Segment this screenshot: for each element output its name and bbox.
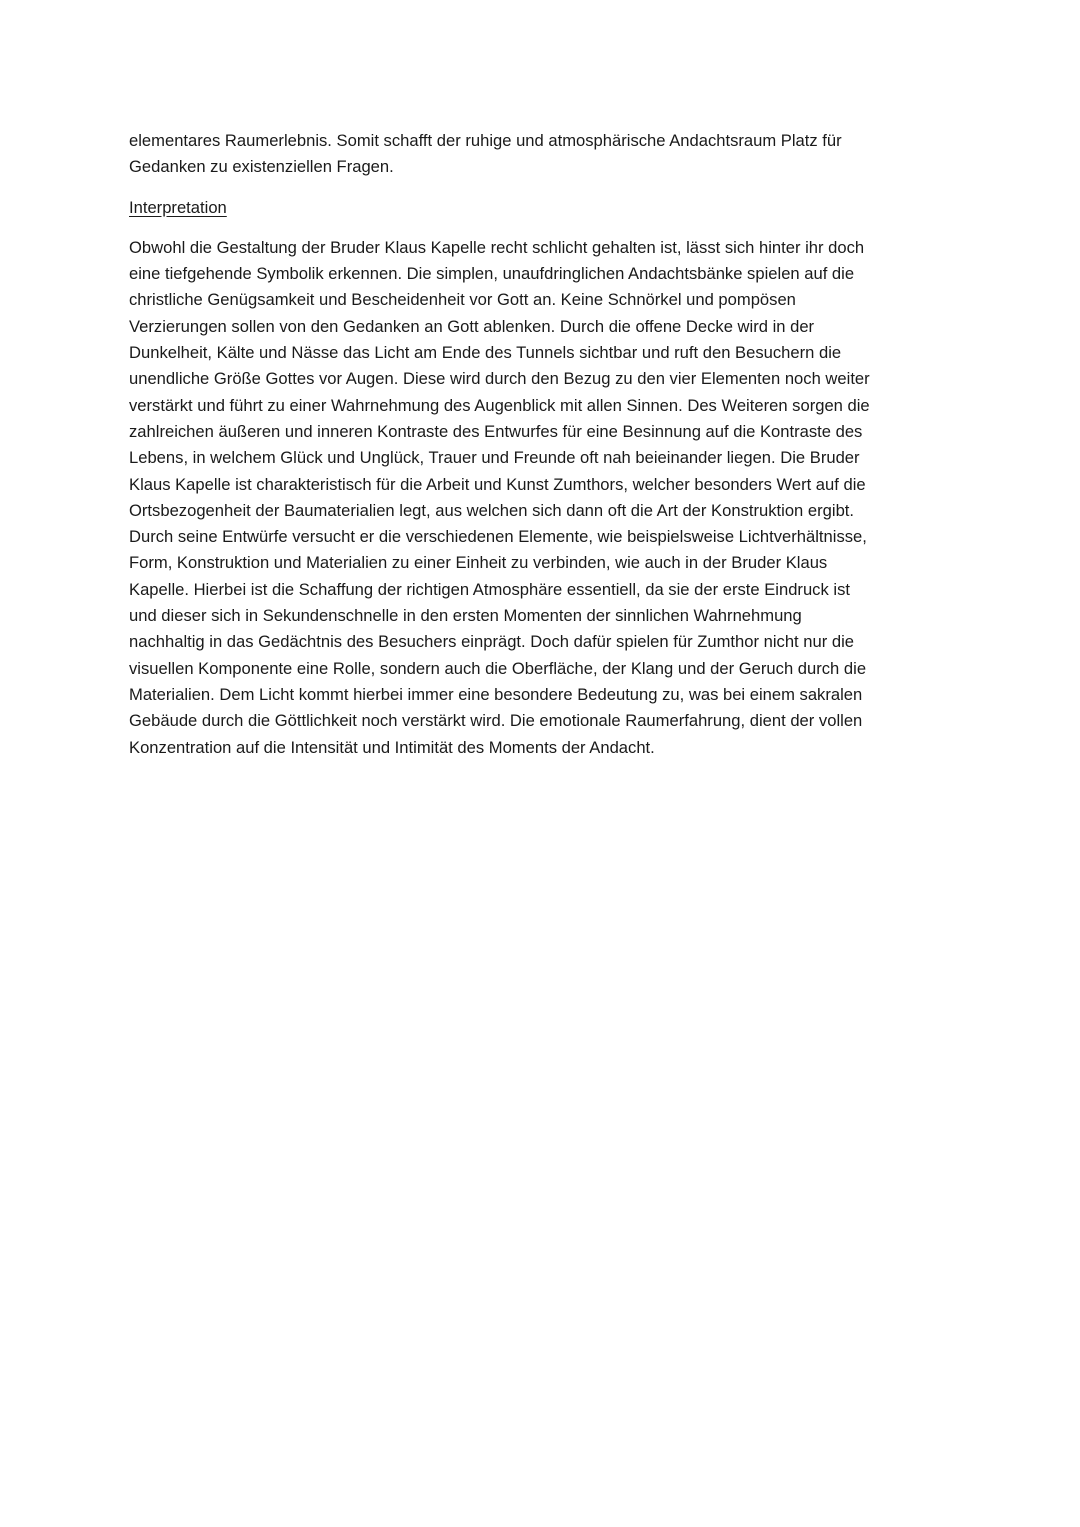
paragraph-line: visuellen Komponente eine Rolle, sondern auch die Oberfläche, der Klang und der Geruch durch die [129, 658, 867, 678]
paragraph-line: Kapelle. Hierbei ist die Schaffung der richtigen Atmosphäre essentiell, da sie der erste Eindruck ist [129, 579, 850, 599]
paragraph-line: Materialien. Dem Licht kommt hierbei immer eine besondere Bedeutung zu, was bei einem sakralen [129, 684, 863, 704]
paragraph-line: und dieser sich in Sekundenschnelle in den ersten Momenten der sinnlichen Wahrnehmung [129, 606, 802, 626]
paragraph-line: Konzentration auf die Intensität und Intimität des Moments der Andacht. [129, 737, 655, 757]
intro-paragraph [129, 128, 959, 181]
paragraph-line: zahlreichen äußeren und inneren Kontraste des Entwurfes für eine Besinnung auf die Kontraste des [129, 421, 863, 441]
paragraph-line: Gebäude durch die Göttlichkeit noch verstärkt wird. Die emotionale Raumerfahrung, dient der vollen [129, 711, 863, 731]
paragraph-line: Dunkelheit, Kälte und Nässe das Licht am Ende des Tunnels sichtbar und ruft den Besuchern die [129, 343, 842, 363]
paragraph-line: Obwohl die Gestaltung der Bruder Klaus Kapelle recht schlicht gehalten ist, lässt sich hinter ihr doch [129, 237, 865, 257]
document-text [129, 128, 959, 761]
paragraph-line: Klaus Kapelle ist charakteristisch für die Arbeit und Kunst Zumthors, welcher besonders Wert auf die [129, 474, 866, 494]
paragraph-line: elementares Raumerlebnis. Somit schafft der ruhige und atmosphärische Andachtsraum Platz für [129, 131, 842, 150]
paragraph-line: Ortsbezogenheit der Baumaterialien legt, aus welchen sich dann oft die Art der Konstruktion ergibt. [129, 500, 855, 520]
paragraph-line: Durch seine Entwürfe versucht er die verschiedenen Elemente, wie beispielsweise Lichtverhältnisse, [129, 527, 867, 547]
paragraph-line: Lebens, in welchem Glück und Unglück, Trauer und Freunde oft nah beieinander liegen. Die Bruder [129, 448, 860, 468]
paragraph-line: Gedanken zu existenziellen Fragen. [129, 157, 394, 177]
paragraph-line: nachhaltig in das Gedächtnis des Besuchers einprägt. Doch dafür spielen für Zumthor nicht nur die [129, 632, 855, 652]
interpretation-paragraph [129, 235, 959, 761]
paragraph-line: unendliche Größe Gottes vor Augen. Diese wird durch den Bezug zu den vier Elementen noch weiter [129, 369, 870, 389]
paragraph-line: Form, Konstruktion und Materialien zu einer Einheit zu verbinden, wie auch in der Bruder Klaus [129, 553, 828, 573]
paragraph-line: eine tiefgehende Symbolik erkennen. Die simplen, unaufdringlichen Andachtsbänke spielen auf die [129, 264, 855, 284]
section-heading: Interpretation [129, 197, 227, 217]
paragraph-line: verstärkt und führt zu einer Wahrnehmung des Augenblick mit allen Sinnen. Des Weiteren sorgen die [129, 395, 870, 415]
paragraph-line: Verzierungen sollen von den Gedanken an Gott ablenken. Durch die offene Decke wird in der [129, 316, 815, 336]
paragraph-line: christliche Genügsamkeit und Bescheidenheit vor Gott an. Keine Schnörkel und pompösen [129, 290, 796, 310]
